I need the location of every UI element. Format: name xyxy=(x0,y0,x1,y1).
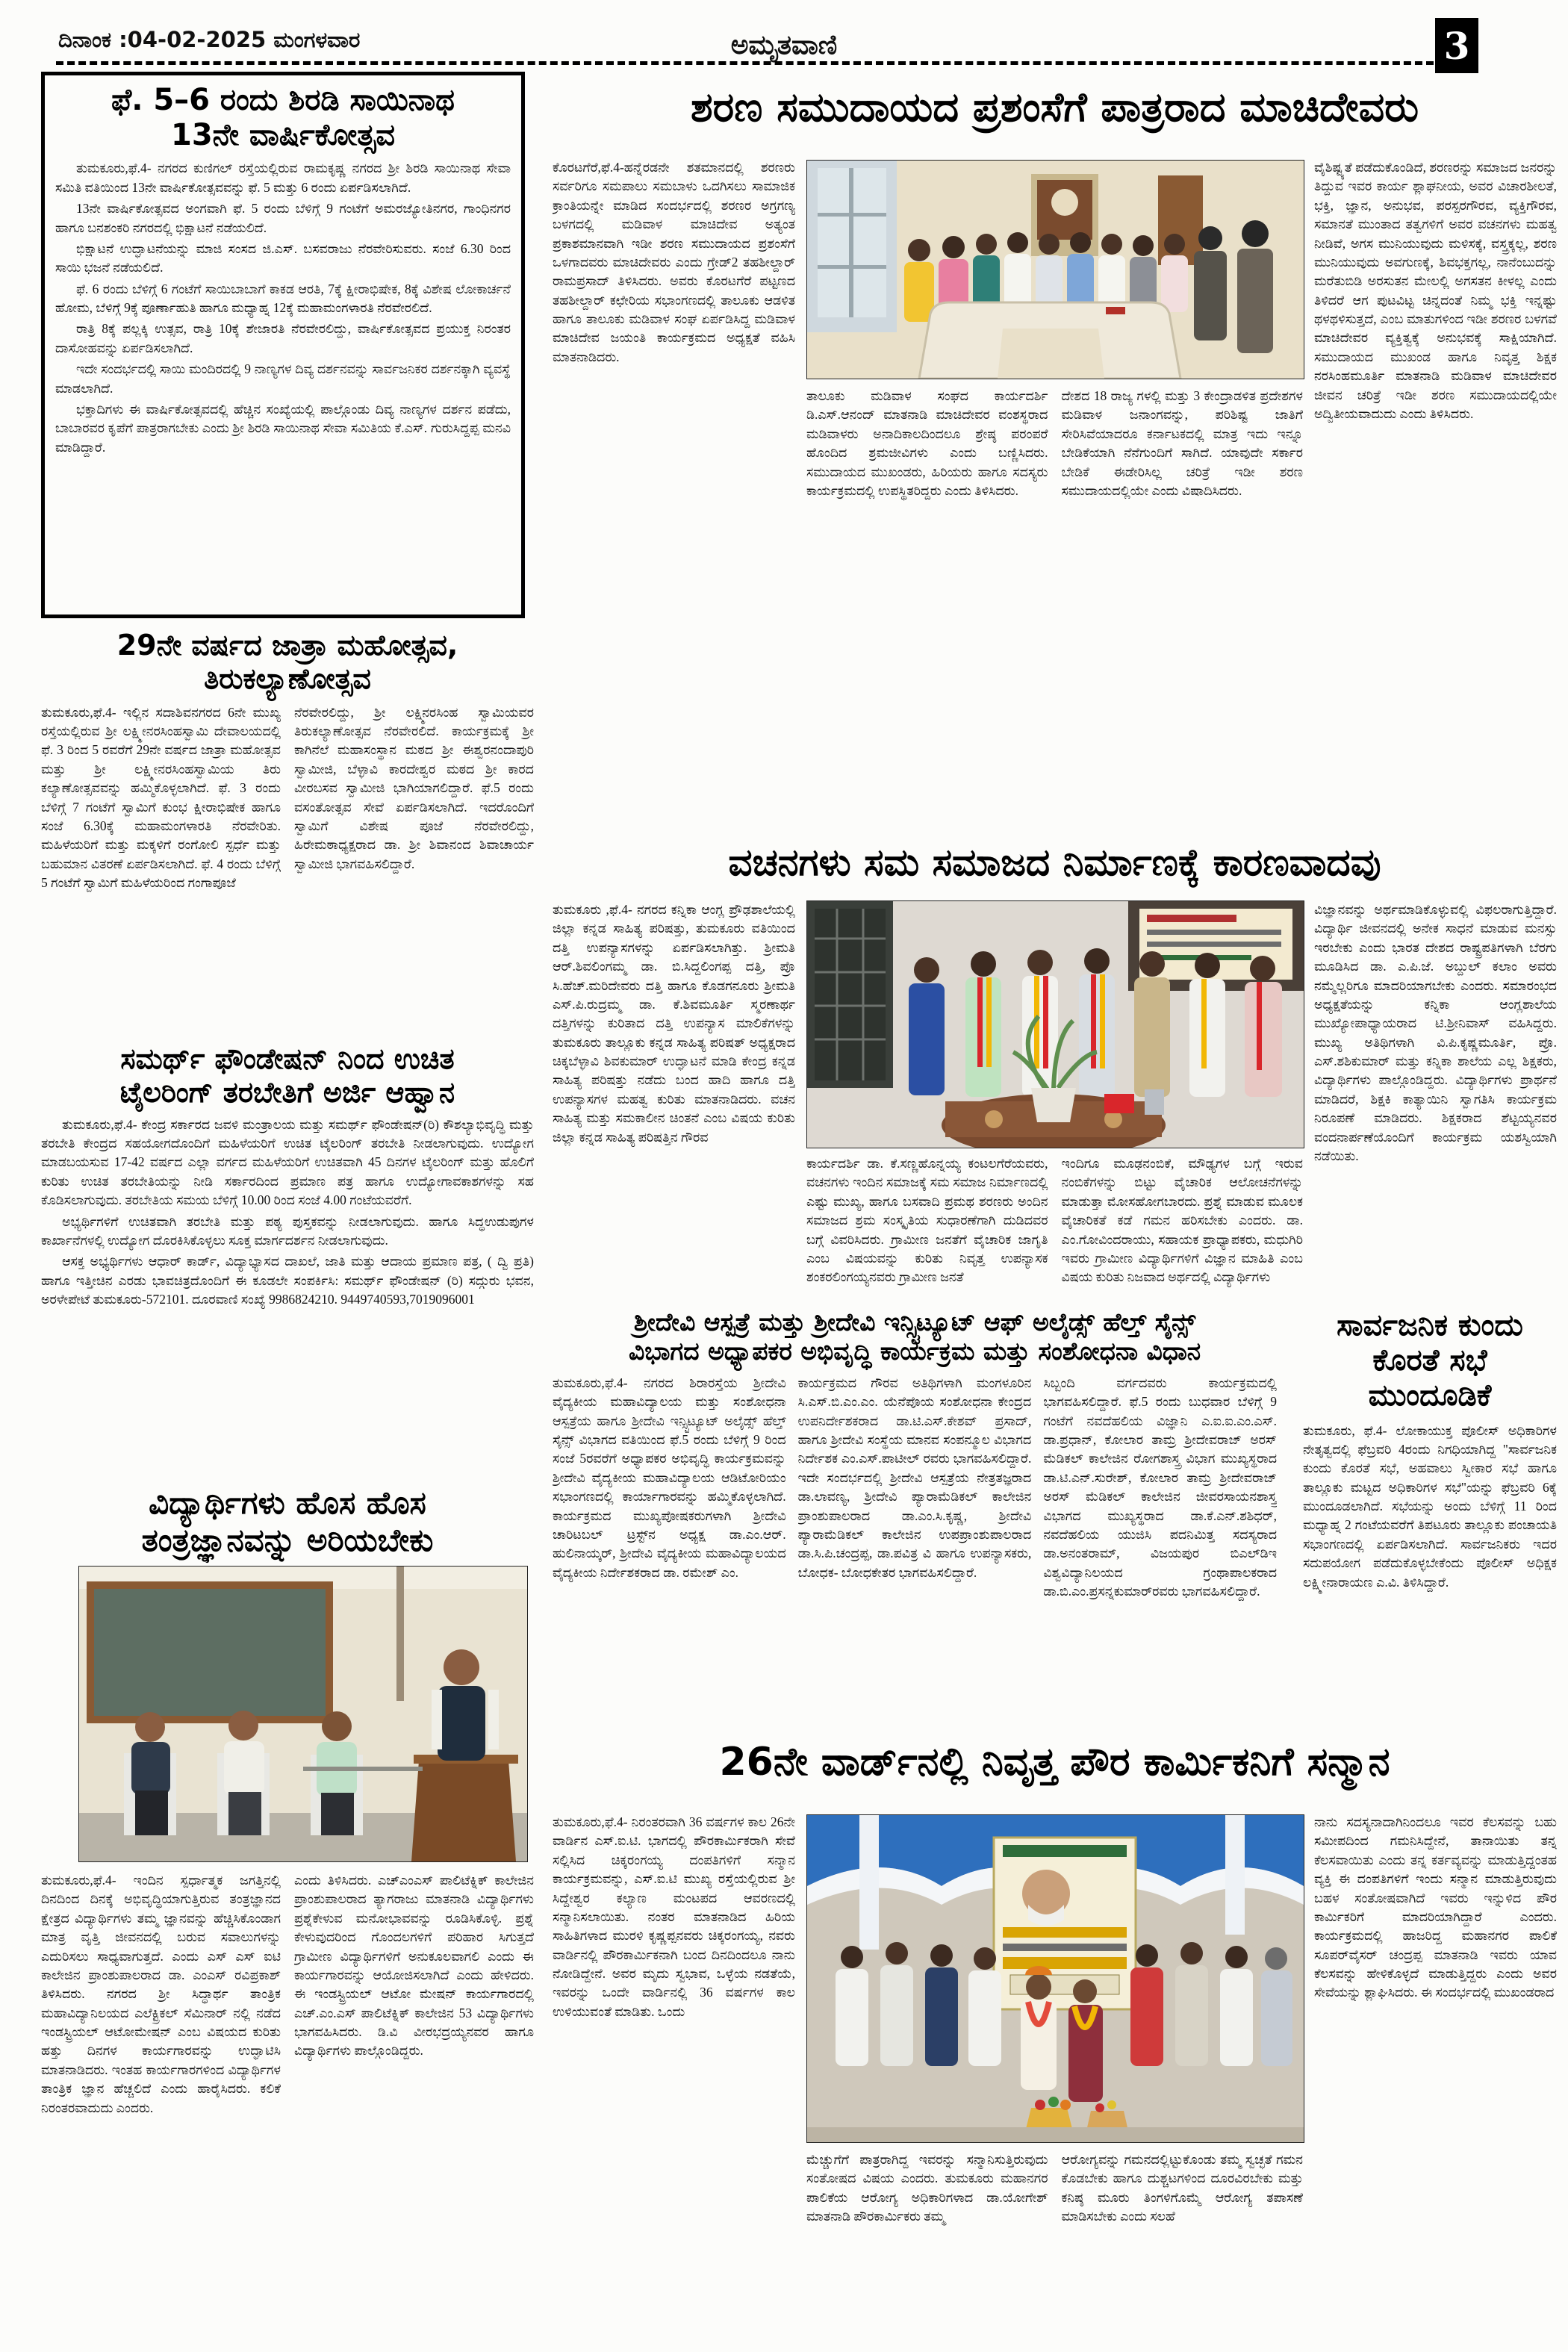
article-shirdi-headline-2: 13ನೇ ವಾರ್ಷಿಕೋತ್ಸವ xyxy=(170,118,396,153)
meeting-photo xyxy=(806,160,1304,379)
article-jatra-headline-2: ತಿರುಕಲ್ಯಾಣೋತ್ಸವ xyxy=(204,662,371,695)
article-kundu-headline-3: ಮುಂದೂಡಿಕೆ xyxy=(1368,1378,1492,1413)
article-sridevi xyxy=(553,1308,1277,1711)
article-vachana-col-3: ಇಂದಿಗೂ ಮೂಢನಂಬಿಕೆ, ಮೌಢ್ಯಗಳ ಬಗ್ಗೆ ಇರುವ ನಂಬಿಕೆಗಳನ್ನು ಬಿಟ್ಟು ವೈಚಾರಿಕ ಆಲೋಚನೆಗಳನ್ನು ಮಾಡುತ್ತಾ ಮೋಸಹೋಗಬಾರದು. ಪ್ರಶ್ನೆ ಮಾಡುವ ಮೂಲಕ ವೈಚಾರಿಕತೆ ಕಡೆ ಗಮನ ಹರಿಸಬೇಕು ಎಂದರು. ಡಾ. ಎಂ.ಗೋವಿಂದರಾಯು, ಸಹಾಯಕ ಪ್ರಾಧ್ಯಾಪಕರು, ಮಧುಗಿರಿ ಇವರು ಗ್ರಾಮೀಣ ವಿದ್ಯಾರ್ಥಿಗಳಿಗೆ ವಿಜ್ಞಾನ ಮಾಹಿತಿ ಎಂಬ ವಿಷಯ ಕುರಿತು ನಿಜವಾದ ಅರ್ಥದಲ್ಲಿ ವಿದ್ಯಾರ್ಥಿಗಳು xyxy=(1061,1156,1303,1285)
page-date: ದಿನಾಂಕ :04-02-2025 ಮಂಗಳವಾರ xyxy=(58,27,361,52)
article-samarth-para: ಅಭ್ಯರ್ಥಿಗಳಿಗೆ ಉಚಿತವಾಗಿ ತರಬೇತಿ ಮತ್ತು ಪಠ್ಯ ಪುಸ್ತಕವನ್ನು ನೀಡಲಾಗುವುದು. ಹಾಗೂ ಸಿದ್ಧಉಡುಪುಗಳ ಕಾರ್ಖಾನೆಗಳಲ್ಲಿ ಉದ್ಯೋಗ ದೊರಕಿಸಿಕೊಳ್ಳಲು ಸೂಕ್ತ ಮಾರ್ಗದರ್ಶನ ನೀಡಲಾಗುವುದು. xyxy=(41,1213,534,1248)
article-samarth-headline-1: ಸಮರ್ಥ್ ಫೌಂಡೇಷನ್ ನಿಂದ ಉಚಿತ xyxy=(120,1042,455,1075)
article-sridevi-headline-2: ವಿಭಾಗದ ಅಧ್ಯಾಪಕರ ಅಭಿವೃದ್ಧಿ ಕಾರ್ಯಕ್ರಮ ಮತ್ತು ಸಂಶೋಧನಾ ವಿಧಾನ xyxy=(628,1336,1201,1366)
article-shirdi-para: ಇದೇ ಸಂದರ್ಭದಲ್ಲಿ ಸಾಯಿ ಮಂದಿರದಲ್ಲಿ 9 ನಾಣ್ಯಗಳ ದಿವ್ಯ ದರ್ಶನವನ್ನು ಸಾರ್ವಜನಿಕರ ದರ್ಶನಕ್ಕಾಗಿ ವ್ಯವಸ್ಥೆ ಮಾಡಲಾಗಿದೆ. xyxy=(55,361,511,396)
article-jatra-col-1: ತುಮಕೂರು,ಫೆ.4- ಇಲ್ಲಿನ ಸದಾಶಿವನಗರದ 6ನೇ ಮುಖ್ಯ ರಸ್ತೆಯಲ್ಲಿರುವ ಶ್ರೀ ಲಕ್ಷ್ಮೀನರಸಿಂಹಸ್ವಾಮಿ ದೇವಾಲಯದಲ್ಲಿ ಫೆ. 3 ರಿಂದ 5 ರವರೆಗೆ 29ನೇ ವರ್ಷದ ಜಾತ್ರಾ ಮಹೋತ್ಸವ ಮತ್ತು ಶ್ರೀ ಲಕ್ಷ್ಮೀನರಸಿಂಹಸ್ವಾಮಿಯ ತಿರು ಕಲ್ಯಾಣೋತ್ಸವವನ್ನು ಹಮ್ಮಿಕೊಳ್ಳಲಾಗಿದೆ. ಫೆ. 3 ರಂದು ಬೆಳಿಗ್ಗೆ 7 ಗಂಟೆಗೆ ಸ್ವಾಮಿಗೆ ಕುಂಭ ಕ್ಷೀರಾಭಿಷೇಕ ಹಾಗೂ ಸಂಜೆ 6.30ಕ್ಕೆ ಮಹಾಮಂಗಳಾರತಿ ನೆರವೇರಿತು. ಮಹಿಳೆಯರಿಗೆ ಮತ್ತು ಮಕ್ಕಳಿಗೆ ರಂಗೋಲಿ ಸ್ಪರ್ಧೆ ಮತ್ತು ಬಹುಮಾನ ವಿತರಣೆ ಏರ್ಪಡಿಸಲಾಗಿದೆ. ಫೆ. 4 ರಂದು ಬೆಳಿಗ್ಗೆ 5 ಗಂಟೆಗೆ ಸ್ವಾಮಿಗೆ ಮಹಿಳೆಯರಿಂದ ಗಂಗಾಪೂಜೆ xyxy=(41,704,281,891)
article-ward26-mid xyxy=(806,2150,1303,2341)
article-sharana-headline: ಶರಣ ಸಮುದಾಯದ ಪ್ರಶಂಸೆಗೆ ಪಾತ್ರರಾದ ಮಾಚಿದೇವರು xyxy=(691,84,1419,131)
article-shirdi-para: ರಾತ್ರಿ 8ಕ್ಕೆ ಪಲ್ಲಕ್ಕಿ ಉತ್ಸವ, ರಾತ್ರಿ 10ಕ್ಕೆ ಶೇಜಾರತಿ ನೆರವೇರಲಿದ್ದು, ವಾರ್ಷಿಕೋತ್ಸವದ ಪ್ರಯುಕ್ತ ನಿರಂತರ ದಾಸೋಹವನ್ನು ಏರ್ಪಡಿಸಲಾಗಿದೆ. xyxy=(55,321,511,355)
article-samarth-para: ತುಮಕೂರು,ಫೆ.4- ಕೇಂದ್ರ ಸರ್ಕಾರದ ಜವಳಿ ಮಂತ್ರಾಲಯ ಮತ್ತು ಸಮರ್ಥ್ ಫೌಂಡೇಷನ್(ರಿ) ಕೌಶಲ್ಯಾಭಿವೃದ್ಧಿ ಮತ್ತು ತರಬೇತಿ ಕೇಂದ್ರದ ಸಹಯೋಗದೊಂದಿಗೆ ಮಹಿಳೆಯರಿಗೆ ಉಚಿತ ಟೈಲರಿಂಗ್ ತರಬೇತಿ ನೀಡಲಾಗುವುದು. ಉದ್ಯೋಗ ಮಾಡಬಯಸುವ 17-42 ವರ್ಷದ ಎಲ್ಲಾ ವರ್ಗದ ಮಹಿಳೆಯರಿಗೆ ಉಚಿತವಾಗಿ 45 ದಿನಗಳ ಟೈಲರಿಂಗ್ ಮತ್ತು ಹೊಲಿಗೆ ಕುರಿತು ಉಚಿತ ತರಬೇತಿಯನ್ನು ನೀಡಿ ಸರ್ಕಾರದಿಂದ ಪ್ರಮಾಣ ಪತ್ರ ಹಾಗೂ ಉದ್ಯೋಗಾವಕಾಶಗಳನ್ನು ಸಹ ಕೊಡಿಸಲಾಗುವುದು. ತರಬೇತಿಯ ಸಮಯ ಬೆಳಿಗ್ಗೆ 10.00 ರಿಂದ ಸಂಜೆ 4.00 ಗಂಟೆಯವರೆಗೆ. xyxy=(41,1116,534,1208)
article-students-headline-2: ತಂತ್ರಜ್ಞಾನವನ್ನು ಅರಿಯಬೇಕು xyxy=(141,1521,434,1558)
article-shirdi-para: 13ನೇ ವಾರ್ಷಿಕೋತ್ಸವದ ಅಂಗವಾಗಿ ಫೆ. 5 ರಂದು ಬೆಳಿಗ್ಗೆ 9 ಗಂಟೆಗೆ ಅಮರಜ್ಯೋತಿನಗರ, ಗಾಂಧಿನಗರ ಹಾಗೂ ಬನಶಂಕರಿ ನಗರದಲ್ಲಿ ಭಿಕ್ಷಾಟನೆ ನಡೆಯಲಿದೆ. xyxy=(55,201,511,235)
datti-lecture-photo xyxy=(806,900,1304,1148)
felicitation-photo xyxy=(806,1814,1304,2143)
article-jatra-col-2: ನೆರವೇರಲಿದ್ದು, ಶ್ರೀ ಲಕ್ಷ್ಮಿನರಸಿಂಹ ಸ್ವಾಮಿಯವರ ತಿರುಕಲ್ಯಾಣೋತ್ಸವ ನೆರವೇರಲಿದೆ. ಕಾರ್ಯಕ್ರಮಕ್ಕೆ ಶ್ರೀ ಕಾಗಿನೆಲೆ ಮಹಾಸಂಸ್ಥಾನ ಮಠದ ಶ್ರೀ ಈಶ್ವರನಂದಾಪುರಿ ಸ್ವಾಮೀಜಿ, ಬೆಳ್ಳಾವಿ ಕಾರದೇಶ್ವರ ಮಠದ ಶ್ರೀ ಕಾರದ ವೀರಬಸವ ಸ್ವಾಮೀಜಿ ಭಾಗಿಯಾಗಲಿದ್ದಾರೆ. ಫೆ.5 ರಂದು ವಸಂತೋತ್ಸವ ಸೇವೆ ಏರ್ಪಡಿಸಲಾಗಿದೆ. ಇದರೊಂದಿಗೆ ಸ್ವಾಮಿಗೆ ವಿಶೇಷ ಪೂಜೆ ನೆರವೇರಲಿದ್ದು, ಹಿರೇಮಠಾಧ್ಯಕ್ಷರಾದ ಡಾ. ಶ್ರೀ ಶಿವಾನಂದ ಶಿವಾಚಾರ್ಯ ಸ್ವಾಮೀಜಿ ಭಾಗವಹಿಸಲಿದ್ದಾರೆ. xyxy=(294,704,534,871)
article-vachana-headline: ವಚನಗಳು ಸಮ ಸಮಾಜದ ನಿರ್ಮಾಣಕ್ಕೆ ಕಾರಣವಾದವು xyxy=(728,841,1381,884)
article-shirdi-headline-1: ಫೆ. 5–6 ರಂದು ಶಿರಡಿ ಸಾಯಿನಾಥ xyxy=(111,83,455,117)
header-rule xyxy=(56,61,1434,65)
article-sridevi-col-1: ತುಮಕೂರು,ಫೆ.4- ನಗರದ ಶಿರಾರಸ್ತೆಯ ಶ್ರೀದೇವಿ ವೈದ್ಯಕೀಯ ಮಹಾವಿದ್ಯಾಲಯ ಮತ್ತು ಸಂಶೋಧನಾ ಆಸ್ಪತ್ರೆಯ ಹಾಗೂ ಶ್ರೀದೇವಿ ಇನ್ಸ್ಟಿಟ್ಯೂಟ್ ಅಲೈಡ್ಸ್ ಹೆಲ್ತ್ ಸೈನ್ಸ್ ವಿಭಾಗದ ವತಿಯಿಂದ ಫೆ.5 ರಂದು ಬೆಳಿಗ್ಗೆ 9 ರಿಂದ ಸಂಜೆ 5ರವರೆಗೆ ಅಧ್ಯಾಪಕರ ಅಭಿವೃದ್ಧಿ ಕಾರ್ಯಕ್ರಮವನ್ನು ಶ್ರೀದೇವಿ ವೈದ್ಯಕೀಯ ಮಹಾವಿದ್ಯಾಲಯ ಆಡಿಟೋರಿಯಂ ಸಭಾಂಗಣದಲ್ಲಿ ಕಾರ್ಯಾಗಾರವನ್ನು ಹಮ್ಮಿಕೊಳ್ಳಲಾಗಿದೆ. ಕಾರ್ಯಕ್ರಮದ ಮುಖ್ಯಪೋಷಕರುಗಳಾಗಿ ಶ್ರೀದೇವಿ ಚಾರಿಟಬಲ್ ಟ್ರಸ್ಟ್‌ನ ಅಧ್ಯಕ್ಷ ಡಾ.ಎಂ.ಆರ್. ಹುಲಿನಾಯ್ಕರ್, ಶ್ರೀದೇವಿ ವೈದ್ಯಕೀಯ ಮಹಾವಿದ್ಯಾಲಯದ ವೈದ್ಯಕೀಯ ನಿರ್ದೇಶಕರಾದ ಡಾ. ರಮೇಶ್ ಎಂ. xyxy=(553,1375,786,1580)
article-sharana-mid xyxy=(806,387,1303,835)
article-students-headline-1: ವಿದ್ಯಾರ್ಥಿಗಳು ಹೊಸ ಹೊಸ xyxy=(149,1484,426,1521)
article-students xyxy=(41,1484,534,2319)
article-sridevi-headline-1: ಶ್ರೀದೇವಿ ಆಸ್ಪತ್ರೆ ಮತ್ತು ಶ್ರೀದೇವಿ ಇನ್ಸ್ಟಿಟ್ಯೂಟ್ ಆಫ್ ಅಲೈಡ್ಸ್ ಹೆಲ್ತ್ ಸೈನ್ಸ್ xyxy=(633,1307,1196,1337)
article-sridevi-col-3: ಸಿಬ್ಬಂದಿ ವರ್ಗದವರು ಕಾರ್ಯಕ್ರಮದಲ್ಲಿ ಭಾಗವಹಿಸಲಿದ್ದಾರೆ. ಫೆ.5 ರಂದು ಬುಧವಾರ ಬೆಳಿಗ್ಗೆ 9 ಗಂಟೆಗೆ ನವದೆಹಲಿಯ ವಿಜ್ಞಾನಿ ಎ.ಐ.ಐ.ಎಂ.ಎಸ್. ಡಾ.ಪ್ರಧಾನ್, ಕೋಲಾರ ತಾಮ್ರ ಶ್ರೀದೇವರಾಜ್ ಅರಸ್ ಮೆಡಿಕಲ್ ಕಾಲೇಜಿನ ರೋಗಶಾಸ್ತ್ರ ವಿಭಾಗ ಮುಖ್ಯಸ್ಥರಾದ ಡಾ.ಟಿ.ಎನ್.ಸುರೇಶ್, ಕೋಲಾರ ತಾಮ್ರ ಶ್ರೀದೇವರಾಜ್ ಅರಸ್ ಮೆಡಿಕಲ್ ಕಾಲೇಜಿನ ಜೀವರಸಾಯನಶಾಸ್ತ್ರ ವಿಭಾಗದ ಮುಖ್ಯಸ್ಥರಾದ ಡಾ.ಕೆ.ಎನ್.ಶಶಿಧರ್, ನವದೆಹಲಿಯ ಯುಜಿಸಿ ಪದನಿಮಿತ್ತ ಸದಸ್ಯರಾದ ಡಾ.ಅನಂತರಾಮ್, ವಿಜಯಪುರ ಬಿಎಲ್‌ಡಿಇ ವಿಶ್ವವಿದ್ಯಾನಿಲಯದ ಗ್ರಂಥಾಪಾಲಕರಾದ ಡಾ.ಬಿ.ಎಂ.ಪ್ರಸನ್ನಕುಮಾರ್‌ರವರು ಭಾಗವಹಿಸಲಿದ್ದಾರೆ. xyxy=(1043,1375,1278,1599)
article-vachana-col-1: ತುಮಕೂರು ,ಫೆ.4- ನಗರದ ಕನ್ನಿಕಾ ಆಂಗ್ಲ ಪ್ರೌಢಶಾಲೆಯಲ್ಲಿ ಜಿಲ್ಲಾ ಕನ್ನಡ ಸಾಹಿತ್ಯ ಪರಿಷತ್ತು, ತುಮಕೂರು ವತಿಯಿಂದ ದತ್ತಿ ಉಪನ್ಯಾಸಗಳನ್ನು ಏರ್ಪಡಿಸಲಾಗಿತ್ತು. ಶ್ರೀಮತಿ ಆರ್.ಶಿವಲಿಂಗಮ್ಮ ಡಾ. ಬಿ.ಸಿದ್ದಲಿಂಗಪ್ಪ ದತ್ತಿ, ಪ್ರೊ ಸಿ.ಹೆಚ್.ಮರಿದೇವರು ದತ್ತಿ ಹಾಗೂ ಕೊಡಗನೂರು ಶ್ರೀಮತಿ ಎಸ್.ಪಿ.ರುದ್ರಮ್ಮ ಡಾ. ಕೆ.ಶಿವಮೂರ್ತಿ ಸ್ಮರಣಾರ್ಥ ದತ್ತಿಗಳನ್ನು ಕುರಿತಾದ ದತ್ತಿ ಉಪನ್ಯಾಸ ಮಾಲಿಕೆಗಳನ್ನು ತುಮಕೂರು ತಾಲ್ಲೂಕು ಕನ್ನಡ ಸಾಹಿತ್ಯ ಪರಿಷತ್ ಅಧ್ಯಕ್ಷರಾದ ಚಿಕ್ಕಬೆಳ್ಳಾವಿ ಶಿವಕುಮಾರ್ ಉದ್ಘಾಟನೆ ಮಾಡಿ ಕೇಂದ್ರ ಕನ್ನಡ ಸಾಹಿತ್ಯ ಪರಿಷತ್ತು ನಡೆದು ಬಂದ ಹಾದಿ ಹಾಗೂ ದತ್ತಿ ಉಪನ್ಯಾಸಗಳ ಮಹತ್ವ ಕುರಿತು ಮಾತನಾಡಿದರು. ವಚನ ಸಾಹಿತ್ಯ ಮತ್ತು ಸಮಕಾಲೀನ ಚಿಂತನೆ ಎಂಬ ವಿಷಯ ಕುರಿತು ಜಿಲ್ಲಾ ಕನ್ನಡ ಸಾಹಿತ್ಯ ಪರಿಷತ್ತಿನ ಗೌರವ xyxy=(553,902,795,1145)
article-sharana-col-2: ತಾಲೂಕು ಮಡಿವಾಳ ಸಂಘದ ಕಾರ್ಯದರ್ಶಿ ಡಿ.ಎಸ್.ಆನಂದ್ ಮಾತನಾಡಿ ಮಾಚಿದೇವರ ವಂಶಸ್ಥರಾದ ಮಡಿವಾಳರು ಅನಾದಿಕಾಲದಿಂದಲೂ ಶ್ರೇಷ್ಠ ಪರಂಪರೆ ಹೊಂದಿದ ಶ್ರಮಜೀವಿಗಳು ಎಂದು ಬಣ್ಣಿಸಿದರು. ಸಮುದಾಯದ ಮುಖಂಡರು, ಹಿರಿಯರು ಹಾಗೂ ಸದಸ್ಯರು ಕಾರ್ಯಕ್ರಮದಲ್ಲಿ ಉಪಸ್ಥಿತರಿದ್ದರು ಎಂದು ತಿಳಿಸಿದರು. xyxy=(806,388,1048,498)
article-samarth xyxy=(41,1042,534,1444)
article-shirdi xyxy=(41,72,525,618)
article-shirdi-para: ಭಿಕ್ಷಾಟನೆ ಉದ್ಘಾಟನೆಯನ್ನು ಮಾಜಿ ಸಂಸದ ಜಿ.ಎಸ್. ಬಸವರಾಜು ನೆರವೇರಿಸುವರು. ಸಂಜೆ 6.30 ರಿಂದ ಸಾಯಿ ಭಜನೆ ನಡೆಯಲಿದೆ. xyxy=(55,240,511,276)
article-ward26-col-2: ಮೆಚ್ಚುಗೆಗೆ ಪಾತ್ರರಾಗಿದ್ದ ಇವರನ್ನು ಸನ್ಮಾನಿಸುತ್ತಿರುವುದು ಸಂತೋಷದ ವಿಷಯ ಎಂದರು. ತುಮಕೂರು ಮಹಾನಗರ ಪಾಲಿಕೆಯ ಆರೋಗ್ಯ ಅಧಿಕಾರಿಗಳಾದ ಡಾ.ಯೋಗೇಶ್ ಮಾತನಾಡಿ ಪೌರಕಾರ್ಮಿಕರು ತಮ್ಮ xyxy=(806,2152,1048,2224)
article-vachana-mid xyxy=(806,1154,1303,1299)
article-sridevi-col-2: ಕಾರ್ಯಕ್ರಮದ ಗೌರವ ಅತಿಥಿಗಳಾಗಿ ಮಂಗಳೂರಿನ ಸಿ.ಎಸ್.ಬಿ.ಎಂ.ಎಂ. ಯೆನೆಪೊಯ ಸಂಶೋಧನಾ ಕೇಂದ್ರದ ಉಪನಿರ್ದೇಶಕರಾದ ಡಾ.ಟಿ.ಎಸ್.ಕೇಶವ್ ಪ್ರಸಾದ್, ಹಾಗೂ ಶ್ರೀದೇವಿ ಸಂಸ್ಥೆಯ ಮಾನವ ಸಂಪನ್ಮೂಲ ವಿಭಾಗದ ನಿರ್ದೇಶಕ ಎಂ.ಎಸ್.ಪಾಟೀಲ್ ರವರು ಭಾಗವಹಿಸಲಿದ್ದಾರೆ. ಇದೇ ಸಂದರ್ಭದಲ್ಲಿ ಶ್ರೀದೇವಿ ಆಸ್ಪತ್ರೆಯ ನೇತ್ರತಜ್ಞರಾದ ಡಾ.ಲಾವಣ್ಯ, ಶ್ರೀದೇವಿ ಪ್ಯಾರಾಮೆಡಿಕಲ್ ಕಾಲೇಜಿನ ಪ್ರಾಂಶುಪಾಲರಾದ ಡಾ.ಎಂ.ಸಿ.ಕೃಷ್ಣ, ಶ್ರೀದೇವಿ ಪ್ಯಾರಾಮೆಡಿಕಲ್ ಕಾಲೇಜಿನ ಉಪಪ್ರಾಂಶುಪಾಲರಾದ ಡಾ.ಸಿ.ಪಿ.ಚಂದ್ರಪ್ಪ, ಡಾ.ಪವಿತ್ರ ವಿ ಹಾಗೂ ಉಪನ್ಯಾಸಕರು, ಬೋಧಕ- ಬೋಧಕೇತರ ಭಾಗವಹಿಸಲಿದ್ದಾರೆ. xyxy=(797,1375,1032,1580)
masthead: ಅಮೃತವಾಣಿ xyxy=(730,30,838,60)
article-ward26-headline: 26ನೇ ವಾರ್ಡ್‌ನಲ್ಲಿ ನಿವೃತ್ತ ಪೌರ ಕಾರ್ಮಿಕನಿಗೆ ಸನ್ಮಾನ xyxy=(719,1740,1390,1785)
article-kundu xyxy=(1303,1308,1557,1713)
article-kundu-headline-2: ಕೊರತೆ ಸಭೆ xyxy=(1372,1343,1487,1378)
article-ward26-col-3: ಆರೋಗ್ಯವನ್ನು ಗಮನದಲ್ಲಿಟ್ಟುಕೊಂಡು ತಮ್ಮ ಸ್ವಚ್ಛತೆ ಗಮನ ಕೊಡಬೇಕು ಹಾಗೂ ದುಶ್ಚಟಗಳಿಂದ ದೂರವಿರಬೇಕು ಮತ್ತು ಕನಿಷ್ಠ ಮೂರು ತಿಂಗಳಿಗೊಮ್ಮೆ ಆರೋಗ್ಯ ತಪಾಸಣೆ ಮಾಡಿಸಬೇಕು ಎಂದು ಸಲಹೆ xyxy=(1061,2152,1303,2224)
article-sharana-col-4: ವೈಶಿಷ್ಟ್ಯತೆ ಪಡೆದುಕೊಂಡಿದೆ, ಶರಣರನ್ನು ಸಮಾಜದ ಜನರನ್ನು ತಿದ್ದುವ ಇವರ ಕಾರ್ಯ ಶ್ಲಾಘನೀಯ, ಅವರ ವಿಚಾರಶೀಲತೆ, ಭಕ್ತಿ, ಜ್ಞಾನ, ಅನುಭವ, ಪರಸ್ಪರಗೌರವ, ವ್ಯಕ್ತಿಗೌರವ, ಸಮಾನತೆ ಮುಂತಾದ ತತ್ವಗಳಿಗೆ ಅವರ ವಚನಗಳು ಮಹತ್ವ ನೀಡಿವೆ, ಅಗಸ ಮುನಿಯುವುದು ಮಳಿಸಕ್ಕೆ, ವಸ್ತ್ರಕ್ಕಲ್ಲ, ಶರಣ ಮುನಿಯುವುದು ಅವಗುಣಕ್ಕೆ, ಶಿವಭಕ್ತಗಲ್ಲ, ನಾನೆಂಬುದನ್ನು ಮರೆತುಬಿಡಿ ಅರಸುತನ ಮೇಲಲ್ಲಿ ಅಗಸತನ ಕೀಳಲ್ಲ ಎಂದು ತಿಳಿದರೆ ಆಗ ಪುಟವಿಟ್ಟ ಚಿನ್ನದಂತೆ ನಿಮ್ಮ ಭಕ್ತಿ ಇನ್ನಷ್ಟು ಥಳಥಳಿಸುತ್ತದೆ, ಎಂಬ ಮಾತುಗಳಿಂದ ಇಡೀ ಶರಣರ ಬಳಗವೆ ಮಾಚಿದೇವರ ವ್ಯಕ್ತಿತ್ವಕ್ಕೆ ಅನುಭವಕ್ಕೆ ಸಾಕ್ಷಿಯಾಗಿದೆ. ಸಮುದಾಯದ ಮುಖಂಡ ಹಾಗೂ ನಿವೃತ್ತ ಶಿಕ್ಷಕ ನರಸಿಂಹಮೂರ್ತಿ ಮಾತನಾಡಿ ಮಡಿವಾಳ ಮಾಚಿದೇವರ ಜೀವನ ಚರಿತ್ರೆ ಇಡೀ ಶರಣ ಸಮುದಾಯದಲ್ಲಿಯೇ ಅದ್ವಿತೀಯವಾದುದು ಎಂದು ತಿಳಿಸಿದರು. xyxy=(1314,160,1557,421)
article-vachana-col-2: ಕಾರ್ಯದರ್ಶಿ ಡಾ. ಕೆ.ಸಣ್ಣಹೊನ್ನಯ್ಯ ಕಂಟಲಗೆರೆಯವರು, ವಚನಗಳು ಇಂದಿನ ಸಮಾಜಕ್ಕೆ ಸಮ ಸಮಾಜ ನಿರ್ಮಾಣದಲ್ಲಿ ಎಷ್ಟು ಮುಖ್ಯ, ಹಾಗೂ ಬಸವಾದಿ ಪ್ರಮಥ ಶರಣರು ಅಂದಿನ ಸಮಾಜದ ಶ್ರಮ ಸಂಸ್ಕೃತಿಯ ಸುಧಾರಣೆಗಾಗಿ ದುಡಿದವರ ಬಗ್ಗೆ ವಿವರಿಸಿದರು. ಗ್ರಾಮೀಣ ಜನತೆಗೆ ವೈಚಾರಿಕ ಜಾಗೃತಿ ಎಂಬ ವಿಷಯವನ್ನು ಕುರಿತು ನಿವೃತ್ತ ಉಪನ್ಯಾಸಕ ಶಂಕರಲಿಂಗಯ್ಯನವರು ಗ್ರಾಮೀಣ ಜನತೆ xyxy=(806,1156,1048,1285)
article-shirdi-para: ಫೆ. 6 ರಂದು ಬೆಳಿಗ್ಗೆ 6 ಗಂಟೆಗೆ ಸಾಯಿಬಾಬಾಗೆ ಕಾಕಡ ಆರತಿ, 7ಕ್ಕೆ ಕ್ಷೀರಾಭಿಷೇಕ, 8ಕ್ಕೆ ವಿಶೇಷ ಲೋಕಾರ್ಚನೆ ಹೋಮ, ಬೆಳಿಗ್ಗೆ 9ಕ್ಕೆ ಪೂರ್ಣಾಹುತಿ ಹಾಗೂ ಮಧ್ಯಾಹ್ನ 12ಕ್ಕೆ ಮಹಾಮಂಗಳಾರತಿ ನೆರವೇರಲಿದೆ. xyxy=(55,281,511,315)
article-vachana-col-4: ವಿಜ್ಞಾನವನ್ನು ಅರ್ಥಮಾಡಿಕೊಳ್ಳುವಲ್ಲಿ ವಿಫಲರಾಗುತ್ತಿದ್ದಾರೆ. ವಿದ್ಯಾರ್ಥಿ ಜೀವನದಲ್ಲಿ ಅನೇಕ ಸಾಧನೆ ಮಾಡುವ ಮನಸ್ಸು ಇರಬೇಕು ಎಂದು ಭಾರತ ದೇಶದ ರಾಷ್ಟ್ರಪತಿಗಳಾಗಿ ಬೆರಗು ಮೂಡಿಸಿದ ಡಾ. ಎ.ಪಿ.ಜೆ. ಅಬ್ದುಲ್ ಕಲಾಂ ಅವರು ನಮ್ಮೆಲ್ಲರಿಗೂ ಮಾದರಿಯಾಗಬೇಕು ಎಂದರು. ಸಮಾರಂಭದ ಅಧ್ಯಕ್ಷತೆಯನ್ನು ಕನ್ನಿಕಾ ಆಂಗ್ಲಶಾಲೆಯ ಮುಖ್ಯೋಪಾಧ್ಯಾಯರಾದ ಟಿ.ಶ್ರೀನಿವಾಸ್ ವಹಿಸಿದ್ದರು. ಮುಖ್ಯ ಅತಿಥಿಗಳಾಗಿ ವಿ.ಪಿ.ಕೃಷ್ಣಮೂರ್ತಿ, ಪ್ರೊ. ಎಸ್.ಶಶಿಕುಮಾರ್ ಮತ್ತು ಕನ್ನಿಕಾ ಶಾಲೆಯ ಎಲ್ಲ ಶಿಕ್ಷಕರು, ವಿದ್ಯಾರ್ಥಿಗಳು ಪಾಲ್ಗೊಂಡಿದ್ದರು. ವಿದ್ಯಾರ್ಥಿಗಳು ಪ್ರಾರ್ಥನೆ ಮಾಡಿದರೆ, ಶಿಕ್ಷಕಿ ಕಾತ್ಯಾಯಿನಿ ಸ್ವಾಗತಿಸಿ ಕಾರ್ಯಕ್ರಮ ನಿರೂಪಣೆ ಮಾಡಿದರು. ಶಿಕ್ಷಕರಾದ ಶೆಟ್ಟಯ್ಯನವರ ವಂದನಾರ್ಪಣೆಯೊಂದಿಗೆ ಕಾರ್ಯಕ್ರಮ ಯಶಸ್ವಿಯಾಗಿ ನಡೆಯಿತು. xyxy=(1314,902,1557,1163)
article-students-col-1: ತುಮಕೂರು,ಫೆ.4- ಇಂದಿನ ಸ್ಪರ್ಧಾತ್ಮಕ ಜಗತ್ತಿನಲ್ಲಿ ದಿನದಿಂದ ದಿನಕ್ಕೆ ಅಭಿವೃದ್ಧಿಯಾಗುತ್ತಿರುವ ತಂತ್ರಜ್ಞಾನದ ಕ್ಷೇತ್ರದ ವಿದ್ಯಾರ್ಥಿಗಳು ತಮ್ಮ ಜ್ಞಾನವನ್ನು ಹೆಚ್ಚಿಸಿಕೊಂಡಾಗ ಮಾತ್ರ ವೃತ್ತಿ ಜೀವನದಲ್ಲಿ ಬರುವ ಸವಾಲುಗಳನ್ನು ಎದುರಿಸಲು ಸಾಧ್ಯವಾಗುತ್ತದೆ. ಎಂದು ಎಸ್ ಎಸ್ ಐಟಿ ಕಾಲೇಜಿನ ಪ್ರಾಂಶುಪಾಲರಾದ ಡಾ. ಎಂಎಸ್ ರವಿಪ್ರಕಾಶ್ ತಿಳಿಸಿದರು. ನಗರದ ಶ್ರೀ ಸಿದ್ಧಾರ್ಥ ತಾಂತ್ರಿಕ ಮಹಾವಿದ್ಯಾನಿಲಯದ ಎಲೆಕ್ಟ್ರಿಕಲ್ ಸೆಮಿನಾರ್ ನಲ್ಲಿ ನಡೆದ ಇಂಡಸ್ಟ್ರಿಯಲ್ ಆಟೋಮೇಷನ್ ಎಂಬ ವಿಷಯದ ಕುರಿತು ಹತ್ತು ದಿನಗಳ ಕಾರ್ಯಗಾರವನ್ನು ಉದ್ಘಾಟಿಸಿ ಮಾತನಾಡಿದರು. ಇಂತಹ ಕಾರ್ಯಗಾರಗಳಿಂದ ವಿದ್ಯಾರ್ಥಿಗಳ ತಾಂತ್ರಿಕ ಜ್ಞಾನ ಹೆಚ್ಚಲಿದೆ ಎಂದು ಹಾರೈಸಿದರು. ಕಲಿಕೆ ನಿರಂತರವಾದುದು ಎಂದರು. xyxy=(41,1873,281,2115)
article-kundu-body: ತುಮಕೂರು, ಫೆ.4- ಲೋಕಾಯುಕ್ತ ಪೊಲೀಸ್ ಅಧಿಕಾರಿಗಳ ನೇತೃತ್ವದಲ್ಲಿ ಫೆಬ್ರವರಿ 4ರಂದು ನಿಗಧಿಯಾಗಿದ್ದ "ಸಾರ್ವಜನಿಕ ಕುಂದು ಕೊರತೆ ಸಭೆ, ಅಹವಾಲು ಸ್ವೀಕಾರ ಸಭೆ ಹಾಗೂ ತಾಲ್ಲೂಕು ಮಟ್ಟದ ಅಧಿಕಾರಿಗಳ ಸಭೆ"ಯನ್ನು ಫೆಬ್ರವರಿ 6ಕ್ಕೆ ಮುಂದೂಡಲಾಗಿದೆ. ಸಭೆಯನ್ನು ಅಂದು ಬೆಳಿಗ್ಗೆ 11 ರಿಂದ ಮಧ್ಯಾಹ್ನ 2 ಗಂಟೆಯವರೆಗೆ ತಿಪಟೂರು ತಾಲ್ಲೂಕು ಪಂಚಾಯತಿ ಸಭಾಂಗಣದಲ್ಲಿ ಏರ್ಪಡಿಸಲಾಗಿದೆ. ಸಾರ್ವಜನಿಕರು ಇದರ ಸದುಪಯೋಗ ಪಡೆದುಕೊಳ್ಳಬೇಕೆಂದು ಪೊಲೀಸ್ ಅಧಿಕ್ಷಕ ಲಕ್ಷ್ಮೀನಾರಾಯಣ ಎ.ವಿ. ತಿಳಿಸಿದ್ದಾರೆ. xyxy=(1303,1422,1557,1590)
article-shirdi-para: ಭಕ್ತಾದಿಗಳು ಈ ವಾರ್ಷಿಕೋತ್ಸವದಲ್ಲಿ ಹೆಚ್ಚಿನ ಸಂಖ್ಯೆಯಲ್ಲಿ ಪಾಲ್ಗೊಂಡು ದಿವ್ಯ ನಾಣ್ಯಗಳ ದರ್ಶನ ಪಡೆದು, ಬಾಬಾರವರ ಕೃಪೆಗೆ ಪಾತ್ರರಾಗಬೇಕು ಎಂದು ಶ್ರೀ ಶಿರಡಿ ಸಾಯಿನಾಥ ಸೇವಾ ಸಮಿತಿಯ ಕೆ.ಎಸ್. ಗುರುಸಿದ್ದಪ್ಪ ಮನವಿ ಮಾಡಿದ್ದಾರೆ. xyxy=(55,401,511,455)
article-kundu-headline-1: ಸಾರ್ವಜನಿಕ ಕುಂದು xyxy=(1337,1308,1523,1343)
article-jatra-headline-1: 29ನೇ ವರ್ಷದ ಜಾತ್ರಾ ಮಹೋತ್ಸವ, xyxy=(116,629,458,662)
article-sharana-col-3: ದೇಶದ 18 ರಾಜ್ಯ ಗಳಲ್ಲಿ ಮತ್ತು 3 ಕೇಂದ್ರಾಡಳಿತ ಪ್ರದೇಶಗಳ ಮಡಿವಾಳ ಜನಾಂಗವನ್ನು, ಪರಿಶಿಷ್ಟ ಜಾತಿಗೆ ಸೇರಿಸಿವೆಯಾದರೂ ಕರ್ನಾಟಕದಲ್ಲಿ ಮಾತ್ರ ಇದು ಇನ್ನೂ ಬೇಡಿಕೆಯಾಗಿ ನೆನೆಗುಂದಿಗೆ ಸಾಗಿದೆ. ಯಾವುದೇ ಸರ್ಕಾರ ಬೇಡಿಕೆ ಈಡೇರಿಸಿಲ್ಲ ಚರಿತ್ರೆ ಇಡೀ ಶರಣ ಸಮುದಾಯದಲ್ಲಿಯೇ ಎಂದು ವಿಷಾದಿಸಿದರು. xyxy=(1061,388,1303,498)
article-shirdi-para: ತುಮಕೂರು,ಫೆ.4- ನಗರದ ಕುಣಿಗಲ್ ರಸ್ತೆಯಲ್ಲಿರುವ ರಾಮಕೃಷ್ಣ ನಗರದ ಶ್ರೀ ಶಿರಡಿ ಸಾಯಿನಾಥ ಸೇವಾ ಸಮಿತಿ ವತಿಯಿಂದ 13ನೇ ವಾರ್ಷಿಕೋತ್ಸವವನ್ನು ಫೆ. 5 ಮತ್ತು 6 ರಂದು ಏರ್ಪಡಿಸಲಾಗಿದೆ. xyxy=(55,161,511,195)
article-samarth-para: ಆಸಕ್ತ ಅಭ್ಯರ್ಥಿಗಳು ಆಧಾರ್ ಕಾರ್ಡ್, ವಿದ್ಯಾಭ್ಯಾಸದ ದಾಖಲೆ, ಜಾತಿ ಮತ್ತು ಆದಾಯ ಪ್ರಮಾಣ ಪತ್ರ, ( ದ್ವಿ ಪ್ರತಿ) ಹಾಗೂ ಇತ್ತೀಚಿನ ಎರಡು ಭಾವಚಿತ್ರದೊಂದಿಗೆ ಈ ಕೂಡಲೇ ಸಂಪರ್ಕಿಸಿ: ಸಮರ್ಥ್ ಫೌಂಡೇಷನ್ (ರಿ) ಸದ್ಗುರು ಭವನ, ಅರಳೇಪೇಟೆ ತುಮಕೂರು-572101. ದೂರವಾಣಿ ಸಂಖ್ಯೆ 9986824210. 9449740593,7019096001 xyxy=(41,1254,534,1307)
article-ward26-col-1: ತುಮಕೂರು,ಫೆ.4- ನಿರಂತರವಾಗಿ 36 ವರ್ಷಗಳ ಕಾಲ 26ನೇ ವಾರ್ಡಿನ ಎಸ್.ಐ.ಟಿ. ಭಾಗದಲ್ಲಿ ಪೌರಕಾರ್ಮಿಕರಾಗಿ ಸೇವೆ ಸಲ್ಲಿಸಿದ ಚಿಕ್ಕರಂಗಯ್ಯ ದಂಪತಿಗಳಿಗೆ ಸನ್ಮಾನ ಕಾರ್ಯಕ್ರಮವನ್ನು, ಎಸ್.ಐ.ಟಿ ಮುಖ್ಯ ರಸ್ತೆಯಲ್ಲಿರುವ ಶ್ರೀ ಸಿದ್ದೇಶ್ವರ ಕಲ್ಯಾಣ ಮಂಟಪದ ಆವರಣದಲ್ಲಿ ಸನ್ಮಾನಿಸಲಾಯಿತು. ನಂತರ ಮಾತನಾಡಿದ ಹಿರಿಯ ಸಾಹಿತಿಗಳಾದ ಮುರಳಿ ಕೃಷ್ಣಪ್ಪನವರು ಚಿಕ್ಕರಂಗಯ್ಯ, ನವರು ವಾರ್ಡಿನಲ್ಲಿ ಪೌರಕಾರ್ಮಿಕನಾಗಿ ಬಂದ ದಿನದಿಂದಲೂ ನಾನು ನೋಡಿದ್ದೇನೆ. ಅವರ ಮೃದು ಸ್ವಭಾವ, ಒಳ್ಳೆಯ ನಡತೆಯೆ, ಇವರನ್ನು ಒಂದೇ ವಾರ್ಡಿನಲ್ಲಿ 36 ವರ್ಷಗಳ ಕಾಲ ಉಳಿಯುವಂತೆ ಮಾಡಿತು. ಒಂದು xyxy=(553,1814,795,2019)
article-jatra xyxy=(41,629,534,1024)
classroom-photo xyxy=(78,1566,528,1862)
article-sharana-col-1: ಕೊರಟಗೆರೆ,ಫೆ.4-ಹನ್ನೆರಡನೇ ಶತಮಾನದಲ್ಲಿ ಶರಣರು ಸರ್ವರಿಗೂ ಸಮಪಾಲು ಸಮಬಾಳು ಒದಗಿಸಲು ಸಾಮಾಜಿಕ ಕ್ರಾಂತಿಯನ್ನೇ ಮಾಡಿದ ಸಂದರ್ಭದಲ್ಲಿ ಶರಣರ ಅಗ್ರಗಣ್ಯ ಬಳಗದಲ್ಲಿ ಮಡಿವಾಳ ಮಾಚಿದೇವ ಅತ್ಯಂತ ಪ್ರಕಾಶಮಾನವಾಗಿ ಇಡೀ ಶರಣ ಸಮುದಾಯದ ಪ್ರಶಂಸೆಗೆ ಒಳಗಾದವರು ಮಾಚಿದೇವರು ಎಂದು ಗ್ರೇಡ್2 ತಹಶೀಲ್ದಾರ್ ರಾಮಪ್ರಸಾದ್ ತಿಳಿಸಿದರು. ಅವರು ಕೊರಟಗೆರೆ ಪಟ್ಟಣದ ತಹಶೀಲ್ದಾರ್ ಕಛೇರಿಯ ಸಭಾಂಗಣದಲ್ಲಿ ತಾಲೂಕು ಆಡಳಿತ ಹಾಗೂ ತಾಲೂಕು ಮಡಿವಾಳ ಸಂಘ ಏರ್ಪಡಿಸಿದ್ದ ಮಡಿವಾಳ ಮಾಚಿದೇವ ಜಯಂತಿ ಕಾರ್ಯಕ್ರಮದ ಅಧ್ಯಕ್ಷತೆ ವಹಿಸಿ ಮಾತನಾಡಿದರು. xyxy=(553,160,795,364)
article-students-col-2: ಎಂದು ತಿಳಿಸಿದರು. ಎಚ್‌ಎಂಎಸ್ ಪಾಲಿಟೆಕ್ನಿಕ್ ಕಾಲೇಜಿನ ಪ್ರಾಂಶುಪಾಲರಾದ ತ್ಯಾಗರಾಜು ಮಾತನಾಡಿ ವಿದ್ಯಾರ್ಥಿಗಳು ಪ್ರಶ್ನೆಕೇಳುವ ಮನೋಭಾವವನ್ನು ರೂಡಿಸಿಕೊಳ್ಳಿ. ಪ್ರಶ್ನೆ ಕೇಳುವುದರಿಂದ ಗೊಂದಲಗಳಿಗೆ ಪರಿಹಾರ ಸಿಗುತ್ತದೆ ಗ್ರಾಮೀಣ ವಿದ್ಯಾರ್ಥಿಗಳಿಗೆ ಅನುಕೂಲವಾಗಲಿ ಎಂದು ಈ ಕಾರ್ಯಗಾರವನ್ನು ಆಯೋಜಿಸಲಾಗಿದೆ ಎಂದು ಹೇಳಿದರು. ಈ ಇಂಡಸ್ಟ್ರಿಯಲ್ ಆಟೋ ಮೇಷನ್ ಕಾರ್ಯಗಾರದಲ್ಲಿ ಎಚ್.ಎಂ.ಎಸ್ ಪಾಲಿಟೆಕ್ನಿಕ್ ಕಾಲೇಜಿನ 53 ವಿದ್ಯಾರ್ಥಿಗಳು ಭಾಗವಹಿಸಿದರು. ಡಿ.ವಿ ವೀರಭದ್ರಯ್ಯನವರ ಹಾಗೂ ವಿದ್ಯಾರ್ಥಿಗಳು ಪಾಲ್ಗೊಂಡಿದ್ದರು. xyxy=(294,1873,534,2059)
article-ward26-col-4: ನಾನು ಸದಸ್ಯನಾದಾಗಿನಿಂದಲೂ ಇವರ ಕೆಲಸವನ್ನು ಬಹು ಸಮೀಪದಿಂದ ಗಮನಿಸಿದ್ದೇನೆ, ತಾನಾಯಿತು ತನ್ನ ಕೆಲಸವಾಯಿತು ಎಂದು ತನ್ನ ಕರ್ತವ್ಯವನ್ನು ಮಾಡುತ್ತಿದ್ದಂತಹ ವ್ಯಕ್ತಿ ಈ ದಂಪತಿಗಳಿಗೆ ಇಂದು ಸನ್ಮಾನ ಮಾಡುತ್ತಿರುವುದು ಬಹಳ ಸಂತೋಷವಾಗಿದೆ ಇವರು ಇನ್ನುಳಿದ ಪೌರ ಕಾರ್ಮಿಕರಿಗೆ ಮಾದರಿಯಾಗಿದ್ದಾರೆ ಎಂದರು. ಕಾರ್ಯಕ್ರಮದಲ್ಲಿ ಹಾಜರಿದ್ದ ಮಹಾನಗರ ಪಾಲಿಕೆ ಸೂಪರ್‌ವೈಸರ್ ಚಂದ್ರಪ್ಪ ಮಾತನಾಡಿ ಇವರು ಯಾವ ಕೆಲಸವನ್ನು ಹೇಳಿಕೊಳ್ಳದೆ ಮಾಡುತ್ತಿದ್ದರು ಎಂದು ಅವರ ಸೇವೆಯನ್ನು ಶ್ಲಾಘಿಸಿದರು. ಈ ಸಂದರ್ಭದಲ್ಲಿ ಮುಖಂಡರಾದ xyxy=(1314,1814,1557,2000)
article-samarth-headline-2: ಟೈಲರಿಂಗ್ ತರಬೇತಿಗೆ ಅರ್ಜಿ ಆಹ್ವಾನ xyxy=(119,1075,455,1109)
page-number-badge: 3 xyxy=(1435,18,1478,73)
